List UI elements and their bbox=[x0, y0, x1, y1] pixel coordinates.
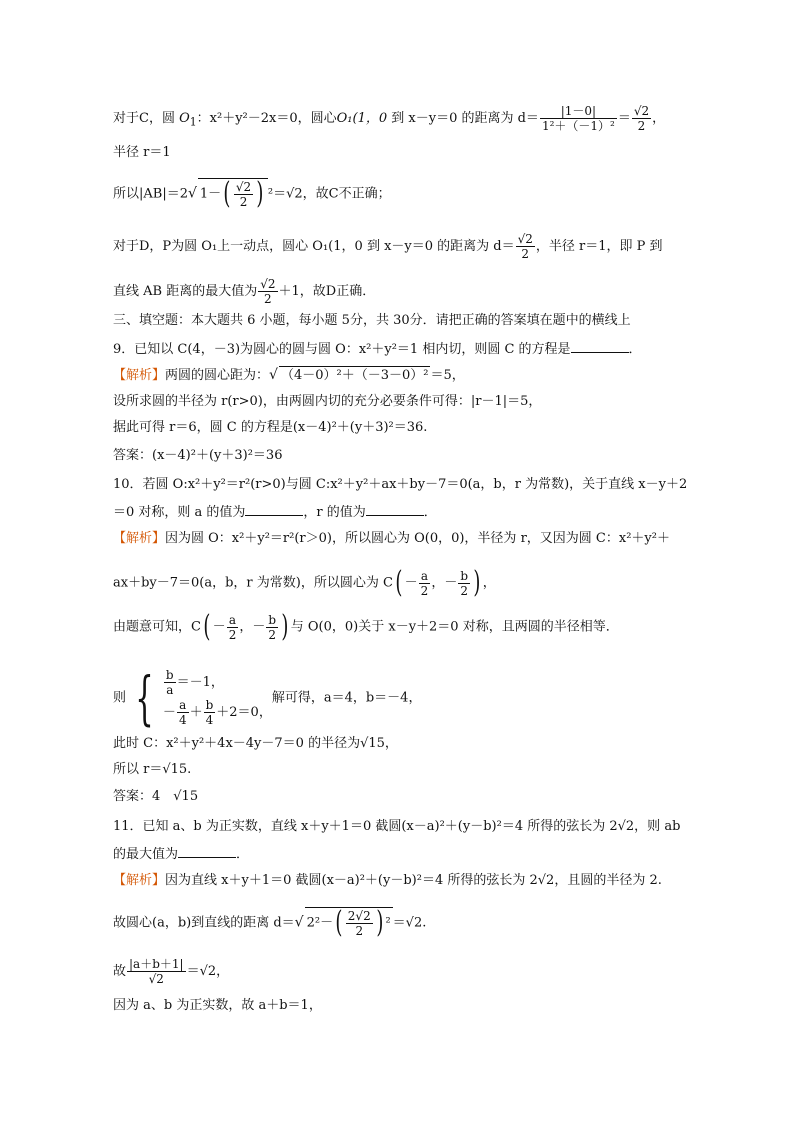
paren: ) bbox=[256, 176, 264, 211]
text: ． bbox=[628, 342, 642, 357]
denominator: 2 bbox=[268, 627, 276, 642]
text: ， bbox=[652, 111, 666, 126]
text: ＝√2， bbox=[186, 964, 230, 979]
paren: ( bbox=[223, 176, 231, 211]
q10-solution-3: 由题意可知，C( － $\frac{a}{2}$ ，－ $\frac{b}{2}$ ) 与 O(0，0)关于 x－y＋2＝0 对称，且两圆的半径相等． bbox=[113, 609, 619, 644]
text: 两圆的圆心距为： bbox=[165, 368, 270, 383]
numerator: √2 bbox=[260, 277, 276, 291]
denominator: 2 bbox=[228, 627, 237, 642]
text: 所以|AB|＝2 bbox=[113, 186, 188, 202]
line-d-max bbox=[113, 277, 375, 306]
denominator: 2 bbox=[460, 583, 468, 598]
text: ． bbox=[236, 847, 250, 862]
q10-system bbox=[113, 664, 422, 732]
text: ＝0 对称，则 a 的值为 bbox=[113, 505, 246, 520]
denominator: 2 bbox=[239, 194, 248, 209]
sqrt-body: 2²－( $\frac{2√2}{2}$ ) ² bbox=[306, 905, 391, 940]
text: 2²－ bbox=[306, 915, 334, 931]
q11-solution-2 bbox=[113, 907, 426, 938]
text: ：x²＋y²－2x＝0，圆心 bbox=[196, 111, 337, 126]
question-10-line1: 10．若圆 O:x²＋y²＝r²(r>0)与圆 C:x²＋y²＋ax＋by－7＝0(a，b，r 为常数)，关于直线 x－y＋2 bbox=[113, 477, 688, 492]
answer-blank bbox=[245, 503, 303, 516]
question-11-line1: 11．已知 a、b 为正实数，直线 x＋y＋1＝0 截圆(x－a)²＋(y－b)²＝4 所得的弦长为 2√2，则 ab bbox=[113, 819, 681, 834]
text: ＝√2. bbox=[392, 915, 427, 931]
paren: ) bbox=[376, 905, 384, 940]
denominator: √2 bbox=[148, 972, 164, 986]
answer-blank bbox=[571, 340, 629, 353]
text: O bbox=[179, 111, 190, 126]
denominator: 2 bbox=[637, 119, 646, 133]
text: O₁(1，0 bbox=[336, 111, 388, 126]
fraction bbox=[632, 104, 651, 133]
fraction bbox=[419, 569, 431, 598]
text: ． bbox=[423, 505, 437, 520]
text: 则 bbox=[113, 690, 127, 706]
numerator: a bbox=[227, 613, 239, 628]
text: ＝5， bbox=[430, 368, 465, 383]
q10-solution-5: 此时 C：x²＋y²＋4x－4y－7＝0 的半径为√15， bbox=[113, 736, 398, 751]
q9-solution-1 bbox=[113, 366, 465, 385]
solution-tag: 【解析】 bbox=[113, 873, 166, 888]
sqrt-sign: √ bbox=[269, 367, 278, 383]
fraction bbox=[234, 180, 253, 209]
q10-solution-2: ax＋by－7＝0(a，b，r 为常数)，所以圆心为 C( － $\frac{a}{2}$ ，－ $\frac{b}{2}$ ) ， bbox=[113, 565, 496, 600]
paren: ( bbox=[395, 565, 403, 600]
numerator: √2 bbox=[235, 179, 252, 194]
fraction bbox=[164, 668, 176, 697]
answer-blank bbox=[178, 845, 236, 858]
text: 到 x－y＝0 的距离为 d＝ bbox=[366, 239, 515, 254]
fraction bbox=[346, 909, 373, 938]
fraction bbox=[516, 232, 535, 261]
fraction bbox=[127, 957, 186, 986]
numerator: b bbox=[205, 698, 214, 712]
text: 对于D，P为圆 O₁上一动点，圆心 O₁(1，0 bbox=[113, 239, 363, 254]
brace: { bbox=[135, 664, 154, 732]
denominator: a bbox=[166, 683, 174, 697]
text: 因为直线 x＋y＋1＝0 截圆(x－a)²＋(y－b)²＝4 所得的弦长为 2√2，且圆的半径为 2. bbox=[165, 873, 662, 888]
denominator: 2 bbox=[521, 247, 530, 261]
text: 故 bbox=[113, 964, 127, 979]
text: 由题意可知，C bbox=[113, 619, 201, 635]
numerator: |a＋b＋1| bbox=[129, 957, 184, 971]
paren: ( bbox=[203, 609, 211, 644]
solution-tag: 【解析】 bbox=[113, 531, 166, 546]
section-heading: 三、填空题：本大题共 6 小题，每小题 5分，共 30分．请把正确的答案填在题中的横线上 bbox=[113, 313, 631, 328]
line-d-distance bbox=[113, 232, 663, 261]
denominator: 2 bbox=[355, 923, 364, 938]
text: 因为圆 O：x²＋y²＝r²(r＞0)，所以圆心为 O(0，0)，半径为 r，又因为圆 C：x²＋y²＋ bbox=[165, 531, 670, 546]
sqrt-body bbox=[198, 178, 268, 209]
text: 直线 AB 距离的最大值为 bbox=[113, 284, 258, 299]
numerator: a bbox=[177, 698, 189, 713]
numerator: b bbox=[165, 668, 174, 682]
numerator: 2√2 bbox=[347, 908, 371, 923]
paren: ( bbox=[335, 905, 343, 940]
numerator: √2 bbox=[633, 104, 650, 118]
text: 到 x－y＝0 的距离为 d＝ bbox=[391, 111, 539, 126]
text: ，半径 r＝1，即 P 到 bbox=[535, 239, 663, 254]
sqrt-body: （4－0）²＋（－3－0）² bbox=[280, 368, 429, 383]
text: ，r 的值为 bbox=[303, 505, 366, 520]
q10-solution-1 bbox=[113, 530, 670, 548]
line-c-radius: 半径 r＝1 bbox=[113, 145, 171, 160]
fraction bbox=[204, 698, 216, 727]
text: 对于C，圆 bbox=[113, 111, 175, 126]
numerator: |1－0| bbox=[540, 104, 617, 119]
sqrt-sign: √ bbox=[187, 185, 197, 202]
q9-answer: 答案：(x－4)²＋(y＋3)²＝36 bbox=[113, 448, 283, 463]
sqrt-sign: √ bbox=[294, 914, 304, 931]
q10-solution-6: 所以 r＝√15. bbox=[113, 762, 192, 777]
fraction bbox=[177, 698, 189, 727]
line-c-ab bbox=[113, 178, 391, 209]
denominator: 4 bbox=[205, 713, 214, 727]
text: 解可得，a＝4，b＝－4， bbox=[271, 690, 422, 706]
text: ＝－1， bbox=[176, 675, 224, 690]
fraction bbox=[540, 104, 617, 133]
text: 9．已知以 C(4，－3)为圆心的圆与圆 O：x²＋y²＝1 相内切，则圆 C 的方程是 bbox=[113, 342, 571, 357]
q9-solution-2: 设所求圆的半径为 r(r>0)，由两圆内切的充分必要条件可得：|r－1|＝5， bbox=[113, 394, 542, 409]
text: 1－ bbox=[199, 186, 222, 202]
text: ＋1，故D正确． bbox=[278, 284, 376, 299]
denominator: 1²＋（－1）² bbox=[541, 119, 615, 133]
text: 故圆心(a，b)到直线的距离 d＝ bbox=[113, 915, 295, 931]
equation-system bbox=[163, 668, 272, 728]
text: 的最大值为 bbox=[113, 847, 179, 862]
question-9 bbox=[113, 340, 642, 359]
q11-solution-3 bbox=[113, 957, 229, 986]
numerator: a bbox=[419, 569, 431, 584]
numerator: b bbox=[460, 568, 469, 583]
text: ax＋by－7＝0(a，b，r 为常数)，所以圆心为 C bbox=[113, 575, 393, 591]
paren: ) bbox=[473, 565, 481, 600]
numerator: √2 bbox=[517, 232, 533, 246]
solution-tag: 【解析】 bbox=[113, 368, 166, 383]
answer-blank bbox=[366, 503, 424, 516]
question-10-line2 bbox=[113, 503, 437, 522]
equation-2: － $\frac{a}{4}$ ＋ $\frac{b}{4}$ ＋2＝0， bbox=[162, 698, 272, 727]
q11-solution-1 bbox=[113, 872, 662, 890]
fraction bbox=[258, 277, 277, 306]
text: ²＝√2，故C不正确； bbox=[267, 186, 391, 202]
paren: ) bbox=[281, 609, 289, 644]
denominator: 4 bbox=[178, 713, 187, 727]
q9-solution-3: 据此可得 r＝6，圆 C 的方程是(x－4)²＋(y＋3)²＝36. bbox=[113, 420, 428, 435]
line-c-distance bbox=[113, 104, 665, 133]
denominator: 2 bbox=[264, 292, 272, 306]
fraction bbox=[458, 569, 470, 598]
text: ＋2＝0， bbox=[216, 705, 272, 720]
text: 1 bbox=[189, 115, 197, 129]
equation-1 bbox=[163, 668, 272, 698]
q10-answer: 答案：4 √15 bbox=[113, 789, 199, 804]
text: 与 O(0，0)关于 x－y＋2＝0 对称，且两圆的半径相等． bbox=[290, 619, 619, 635]
q11-solution-4: 因为 a、b 为正实数，故 a＋b＝1， bbox=[113, 998, 322, 1013]
question-11-line2 bbox=[113, 845, 249, 864]
fraction bbox=[266, 613, 278, 642]
text: ＝ bbox=[617, 111, 631, 126]
denominator: 2 bbox=[420, 583, 429, 598]
fraction bbox=[227, 613, 239, 642]
numerator: b bbox=[268, 612, 277, 627]
